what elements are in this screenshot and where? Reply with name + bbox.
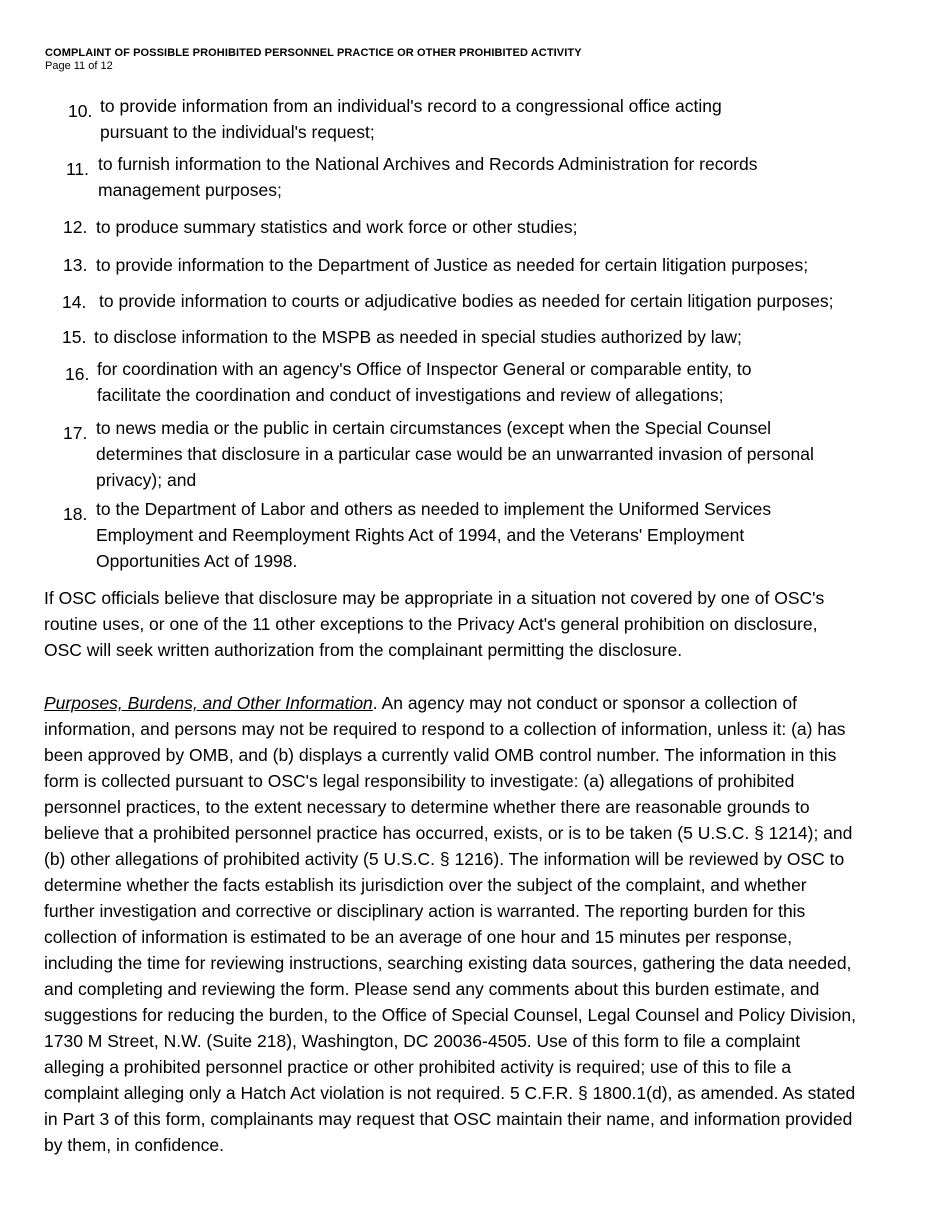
item-text-line: to provide information to courts or adjudicative bodies as needed for certain litigation purposes; <box>99 291 834 311</box>
item-text-line: Opportunities Act of 1998. <box>96 551 298 571</box>
item-number: 16. <box>65 364 90 384</box>
paragraph-line: by them, in confidence. <box>44 1135 224 1155</box>
item-number: 18. <box>63 504 88 524</box>
item-text-line: to produce summary statistics and work force or other studies; <box>96 217 578 237</box>
paragraph-line: (b) other allegations of prohibited activity (5 U.S.C. § 1216). The information will be reviewed by OSC to <box>44 849 845 869</box>
item-text-line: to provide information to the Department of Justice as needed for certain litigation purposes; <box>96 255 809 275</box>
item-number: 10. <box>68 101 93 121</box>
purposes-heading: Purposes, Burdens, and Other Information <box>44 693 373 713</box>
item-text-line: facilitate the coordination and conduct of investigations and review of allegations; <box>97 385 724 405</box>
page-header <box>45 47 582 73</box>
paragraph-line: including the time for reviewing instructions, searching existing data sources, gathering the data needed, <box>44 953 852 973</box>
paragraph-line: believe that a prohibited personnel practice has occurred, exists, or is to be taken (5 U.S.C. § 1214); and <box>44 823 853 843</box>
exceptions-paragraph <box>44 585 824 663</box>
paragraph-line: OSC will seek written authorization from the complainant permitting the disclosure. <box>44 640 683 660</box>
paragraph-line: in Part 3 of this form, complainants may request that OSC maintain their name, and information provided <box>44 1109 853 1129</box>
paragraph-line: alleging a prohibited personnel practice or other prohibited activity is required; use of this to file a <box>44 1057 792 1077</box>
paragraph-line: routine uses, or one of the 11 other exceptions to the Privacy Act's general prohibition on disclosure, <box>44 614 818 634</box>
item-number: 14. <box>62 292 87 312</box>
item-text-line: management purposes; <box>98 180 282 200</box>
item-text-line: for coordination with an agency's Office of Inspector General or comparable entity, to <box>97 359 752 379</box>
paragraph-line: been approved by OMB, and (b) displays a currently valid OMB control number. The information in this <box>44 745 837 765</box>
item-number: 13. <box>63 255 88 275</box>
item-number: 15. <box>62 327 87 347</box>
item-number: 12. <box>63 217 88 237</box>
paragraph-line: information, and persons may not be required to respond to a collection of information, unless it: (a) has <box>44 719 846 739</box>
item-number: 17. <box>63 423 88 443</box>
paragraph-first-line <box>44 690 856 716</box>
purposes-paragraph <box>44 690 856 1158</box>
paragraph-line: determine whether the facts establish its jurisdiction over the subject of the complaint, and whether <box>44 875 807 895</box>
item-text-line: to furnish information to the National Archives and Records Administration for records <box>98 154 758 174</box>
paragraph-line: suggestions for reducing the burden, to the Office of Special Counsel, Legal Counsel and Policy Division, <box>44 1005 856 1025</box>
item-text-line: to provide information from an individual's record to a congressional office acting <box>100 96 722 116</box>
item-text-line: to the Department of Labor and others as needed to implement the Uniformed Services <box>96 499 772 519</box>
item-text-line: pursuant to the individual's request; <box>100 122 375 142</box>
paragraph-line: personnel practices, to the extent necessary to determine whether there are reasonable grounds to <box>44 797 810 817</box>
item-number: 11. <box>66 159 90 179</box>
paragraph-text: . An agency may not conduct or sponsor a collection of <box>372 693 797 713</box>
item-text-line: to disclose information to the MSPB as needed in special studies authorized by law; <box>94 327 742 347</box>
form-title: COMPLAINT OF POSSIBLE PROHIBITED PERSONNEL PRACTICE OR OTHER PROHIBITED ACTIVITY <box>45 47 582 59</box>
paragraph-line: further investigation and corrective or disciplinary action is warranted. The reporting burden for this <box>44 901 806 921</box>
item-text-line: Employment and Reemployment Rights Act of 1994, and the Veterans' Employment <box>96 525 745 545</box>
item-text-line: privacy); and <box>96 470 197 490</box>
item-text-line: determines that disclosure in a particular case would be an unwarranted invasion of personal <box>96 444 814 464</box>
paragraph-line: collection of information is estimated to be an average of one hour and 15 minutes per response, <box>44 927 793 947</box>
item-text-line: to news media or the public in certain circumstances (except when the Special Counsel <box>96 418 772 438</box>
paragraph-line: complaint alleging only a Hatch Act violation is not required. 5 C.F.R. § 1800.1(d), as amended. As stated <box>44 1083 856 1103</box>
paragraph-line: If OSC officials believe that disclosure may be appropriate in a situation not covered by one of OSC's <box>44 588 825 608</box>
paragraph-line: and completing and reviewing the form. Please send any comments about this burden estimate, and <box>44 979 820 999</box>
page-number: Page 11 of 12 <box>45 60 113 72</box>
paragraph-line: 1730 M Street, N.W. (Suite 218), Washington, DC 20036-4505. Use of this form to file a complaint <box>44 1031 801 1051</box>
paragraph-line: form is collected pursuant to OSC's legal responsibility to investigate: (a) allegations of prohibited <box>44 771 795 791</box>
